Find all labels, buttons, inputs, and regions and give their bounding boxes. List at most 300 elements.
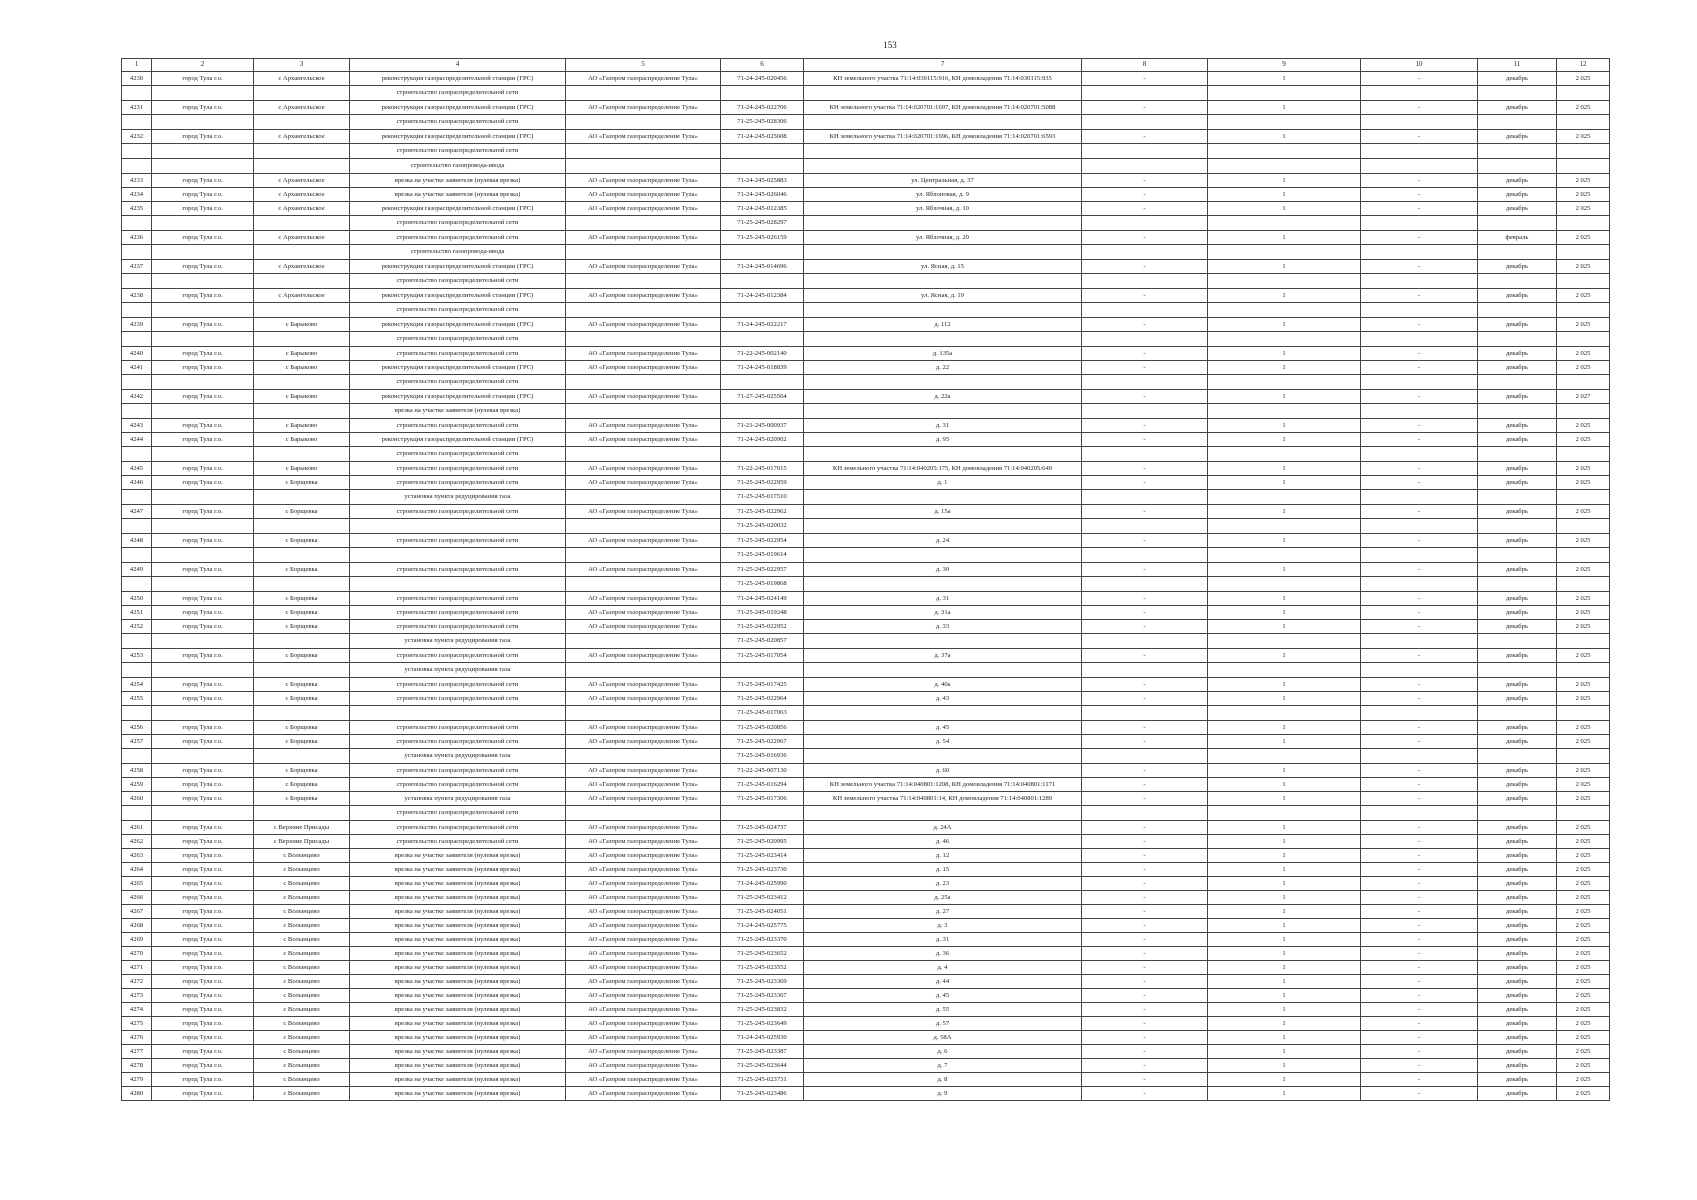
- table-cell-col7: ул. Яблоновая, д. 9: [804, 188, 1082, 202]
- table-cell-col12: [1557, 274, 1610, 289]
- table-cell-col7: ул. Центральная, д. 37: [804, 174, 1082, 188]
- table-cell-col1: 4248: [122, 534, 152, 548]
- table-row: [122, 835, 1610, 849]
- table-cell-col1: 4236: [122, 231, 152, 245]
- table-row: [122, 933, 1610, 947]
- table-cell-col2: город Тула г.о.: [152, 390, 254, 404]
- table-subrow: [122, 159, 1610, 174]
- table-cell-col10: -: [1361, 347, 1478, 361]
- table-cell-col4: реконструкция газораспределительной станции (ГРС): [350, 260, 566, 274]
- table-cell-col5: АО «Газпром газораспределение Тула»: [566, 947, 721, 961]
- table-cell-col12: 2 025: [1557, 620, 1610, 634]
- table-cell-col6: 71-25-245-026159: [721, 231, 804, 245]
- table-cell-col8: -: [1082, 1059, 1208, 1073]
- table-cell-col4: [350, 706, 566, 721]
- table-cell-col5: АО «Газпром газораспределение Тула»: [566, 231, 721, 245]
- table-cell-col7: д. 31: [804, 933, 1082, 947]
- table-cell-col12: 2 025: [1557, 534, 1610, 548]
- table-cell-col2: [152, 216, 254, 231]
- table-cell-col8: [1082, 86, 1208, 101]
- table-cell-col1: 4242: [122, 390, 152, 404]
- table-cell-col2: город Тула г.о.: [152, 692, 254, 706]
- table-subrow: [122, 706, 1610, 721]
- table-cell-col6: 71-24-245-018839: [721, 361, 804, 375]
- table-cell-col10: -: [1361, 231, 1478, 245]
- table-cell-col12: [1557, 159, 1610, 174]
- table-cell-col1: 4279: [122, 1073, 152, 1087]
- table-cell-col10: -: [1361, 849, 1478, 863]
- table-cell-col6: 71-25-245-019614: [721, 548, 804, 563]
- table-cell-col5: [566, 375, 721, 390]
- table-cell-col4: строительство газораспределительной сети: [350, 692, 566, 706]
- table-cell-col10: -: [1361, 534, 1478, 548]
- table-row: [122, 534, 1610, 548]
- table-cell-col1: [122, 706, 152, 721]
- table-cell-col3: [254, 332, 350, 347]
- table-cell-col4: строительство газораспределительной сети: [350, 563, 566, 577]
- table-row: [122, 174, 1610, 188]
- table-cell-col4: строительство газораспределительной сети: [350, 678, 566, 692]
- table-cell-col1: 4270: [122, 947, 152, 961]
- table-cell-col9: [1208, 806, 1361, 821]
- table-cell-col5: АО «Газпром газораспределение Тула»: [566, 835, 721, 849]
- table-cell-col4: врезка на участке заявителя (нулевая врезка): [350, 919, 566, 933]
- table-cell-col11: декабрь: [1478, 1045, 1557, 1059]
- table-cell-col7: [804, 274, 1082, 289]
- table-cell-col2: город Тула г.о.: [152, 231, 254, 245]
- table-cell-col4: врезка на участке заявителя (нулевая врезка): [350, 1017, 566, 1031]
- table-cell-col9: 1: [1208, 919, 1361, 933]
- table-cell-col9: [1208, 404, 1361, 419]
- table-row: [122, 649, 1610, 663]
- table-cell-col4: врезка на участке заявителя (нулевая врезка): [350, 1003, 566, 1017]
- table-cell-col3: с Борщевка: [254, 476, 350, 490]
- table-cell-col6: 71-25-245-028297: [721, 216, 804, 231]
- table-cell-col6: [721, 159, 804, 174]
- table-cell-col7: [804, 806, 1082, 821]
- table-cell-col8: [1082, 447, 1208, 462]
- table-cell-col11: декабрь: [1478, 1003, 1557, 1017]
- table-cell-col7: [804, 144, 1082, 159]
- table-cell-col3: с Борщевка: [254, 735, 350, 749]
- table-cell-col11: декабрь: [1478, 649, 1557, 663]
- table-subrow: [122, 577, 1610, 592]
- table-cell-col3: с Барыково: [254, 347, 350, 361]
- table-cell-col6: 71-25-245-022954: [721, 534, 804, 548]
- table-cell-col1: [122, 144, 152, 159]
- table-cell-col2: город Тула г.о.: [152, 505, 254, 519]
- table-cell-col11: декабрь: [1478, 188, 1557, 202]
- table-cell-col12: [1557, 663, 1610, 678]
- table-cell-col5: АО «Газпром газораспределение Тула»: [566, 202, 721, 216]
- table-cell-col12: [1557, 634, 1610, 649]
- table-row: [122, 433, 1610, 447]
- table-cell-col8: -: [1082, 721, 1208, 735]
- table-subrow: [122, 548, 1610, 563]
- table-cell-col10: -: [1361, 919, 1478, 933]
- table-cell-col4: строительство газораспределительной сети: [350, 649, 566, 663]
- table-cell-col7: [804, 490, 1082, 505]
- table-cell-col9: 1: [1208, 476, 1361, 490]
- table-cell-col12: 2 025: [1557, 778, 1610, 792]
- table-cell-col7: д. 9: [804, 1087, 1082, 1101]
- table-cell-col9: 1: [1208, 933, 1361, 947]
- table-cell-col12: 2 025: [1557, 72, 1610, 86]
- table-cell-col5: АО «Газпром газораспределение Тула»: [566, 592, 721, 606]
- table-cell-col8: [1082, 706, 1208, 721]
- table-row: [122, 778, 1610, 792]
- table-cell-col7: д. 23: [804, 877, 1082, 891]
- table-cell-col7: д. 40а: [804, 678, 1082, 692]
- table-cell-col6: 71-24-245-012385: [721, 202, 804, 216]
- table-cell-col12: 2 025: [1557, 231, 1610, 245]
- table-cell-col7: д. 31: [804, 592, 1082, 606]
- table-cell-col8: -: [1082, 505, 1208, 519]
- page-number: 153: [883, 40, 897, 50]
- table-cell-col6: 71-25-245-023730: [721, 863, 804, 877]
- table-cell-col9: [1208, 634, 1361, 649]
- table-cell-col8: [1082, 519, 1208, 534]
- table-cell-col10: -: [1361, 764, 1478, 778]
- table-cell-col5: [566, 404, 721, 419]
- table-cell-col2: [152, 274, 254, 289]
- table-cell-col10: -: [1361, 592, 1478, 606]
- table-cell-col10: -: [1361, 390, 1478, 404]
- table-cell-col6: 71-25-245-023731: [721, 1073, 804, 1087]
- table-cell-col10: [1361, 634, 1478, 649]
- table-cell-col7: ул. Ясная, д. 19: [804, 289, 1082, 303]
- table-cell-col2: город Тула г.о.: [152, 361, 254, 375]
- table-cell-col2: [152, 159, 254, 174]
- table-cell-col10: [1361, 806, 1478, 821]
- table-cell-col3: [254, 634, 350, 649]
- table-cell-col12: 2 025: [1557, 101, 1610, 115]
- table-cell-col9: 1: [1208, 606, 1361, 620]
- table-cell-col3: с Барыково: [254, 433, 350, 447]
- table-cell-col6: 71-25-245-022952: [721, 620, 804, 634]
- table-cell-col8: [1082, 144, 1208, 159]
- table-cell-col9: [1208, 216, 1361, 231]
- table-cell-col4: врезка на участке заявителя (нулевая врезка): [350, 905, 566, 919]
- table-cell-col5: АО «Газпром газораспределение Тула»: [566, 989, 721, 1003]
- table-subrow: [122, 86, 1610, 101]
- table-cell-col2: [152, 303, 254, 318]
- table-cell-col5: АО «Газпром газораспределение Тула»: [566, 735, 721, 749]
- table-cell-col6: 71-25-245-016294: [721, 778, 804, 792]
- table-cell-col7: [804, 303, 1082, 318]
- table-cell-col4: врезка на участке заявителя (нулевая врезка): [350, 877, 566, 891]
- column-header-2: 2: [152, 59, 254, 72]
- table-cell-col4: врезка на участке заявителя (нулевая врезка): [350, 174, 566, 188]
- table-cell-col6: 71-24-245-025883: [721, 174, 804, 188]
- table-cell-col6: 71-25-245-023832: [721, 1003, 804, 1017]
- table-cell-col8: -: [1082, 678, 1208, 692]
- table-cell-col11: декабрь: [1478, 592, 1557, 606]
- table-row: [122, 260, 1610, 274]
- column-header-5: 5: [566, 59, 721, 72]
- table-cell-col5: [566, 274, 721, 289]
- table-cell-col1: 4243: [122, 419, 152, 433]
- table-cell-col3: с Волынцево: [254, 849, 350, 863]
- table-cell-col2: город Тула г.о.: [152, 72, 254, 86]
- table-cell-col12: 2 025: [1557, 721, 1610, 735]
- table-cell-col7: д. 27: [804, 905, 1082, 919]
- table-cell-col4: строительство газораспределительной сети: [350, 778, 566, 792]
- table-cell-col10: -: [1361, 361, 1478, 375]
- table-cell-col1: 4274: [122, 1003, 152, 1017]
- table-cell-col7: д. 45: [804, 989, 1082, 1003]
- table-cell-col10: -: [1361, 462, 1478, 476]
- table-cell-col11: [1478, 806, 1557, 821]
- table-cell-col10: [1361, 332, 1478, 347]
- table-cell-col4: врезка на участке заявителя (нулевая врезка): [350, 989, 566, 1003]
- table-cell-col12: 2 025: [1557, 505, 1610, 519]
- table-cell-col8: -: [1082, 792, 1208, 806]
- table-cell-col6: 71-25-245-019868: [721, 577, 804, 592]
- table-cell-col12: 2 025: [1557, 563, 1610, 577]
- table-cell-col8: -: [1082, 1003, 1208, 1017]
- table-row: [122, 130, 1610, 144]
- table-cell-col1: 4277: [122, 1045, 152, 1059]
- table-cell-col4: врезка на участке заявителя (нулевая врезка): [350, 1087, 566, 1101]
- table-row: [122, 792, 1610, 806]
- table-cell-col8: [1082, 548, 1208, 563]
- table-cell-col9: [1208, 577, 1361, 592]
- table-cell-col3: [254, 144, 350, 159]
- table-subrow: [122, 332, 1610, 347]
- table-cell-col7: д. 8: [804, 1073, 1082, 1087]
- table-cell-col10: -: [1361, 947, 1478, 961]
- table-cell-col12: 2 025: [1557, 692, 1610, 706]
- table-cell-col10: -: [1361, 419, 1478, 433]
- table-cell-col1: 4267: [122, 905, 152, 919]
- table-cell-col12: 2 025: [1557, 130, 1610, 144]
- table-cell-col4: строительство газораспределительной сети: [350, 534, 566, 548]
- table-cell-col2: город Тула г.о.: [152, 1017, 254, 1031]
- table-cell-col10: [1361, 706, 1478, 721]
- table-cell-col1: 4240: [122, 347, 152, 361]
- table-cell-col8: -: [1082, 735, 1208, 749]
- table-cell-col6: [721, 806, 804, 821]
- table-cell-col12: 2 025: [1557, 433, 1610, 447]
- table-cell-col5: АО «Газпром газораспределение Тула»: [566, 919, 721, 933]
- table-cell-col3: с Верхние Присады: [254, 821, 350, 835]
- table-cell-col10: -: [1361, 433, 1478, 447]
- table-cell-col11: декабрь: [1478, 1087, 1557, 1101]
- table-cell-col3: с Борщевка: [254, 764, 350, 778]
- table-cell-col9: [1208, 663, 1361, 678]
- table-cell-col10: [1361, 86, 1478, 101]
- table-cell-col3: с Борщевка: [254, 692, 350, 706]
- table-cell-col2: город Тула г.о.: [152, 975, 254, 989]
- table-cell-col10: -: [1361, 721, 1478, 735]
- table-cell-col1: 4234: [122, 188, 152, 202]
- table-cell-col6: 71-25-245-022957: [721, 563, 804, 577]
- table-cell-col1: 4276: [122, 1031, 152, 1045]
- table-cell-col12: 2 025: [1557, 989, 1610, 1003]
- table-cell-col10: -: [1361, 975, 1478, 989]
- table-cell-col12: 2 025: [1557, 361, 1610, 375]
- table-cell-col9: [1208, 749, 1361, 764]
- table-cell-col11: декабрь: [1478, 260, 1557, 274]
- table-cell-col10: [1361, 577, 1478, 592]
- table-cell-col8: -: [1082, 778, 1208, 792]
- table-cell-col10: -: [1361, 1059, 1478, 1073]
- table-cell-col5: АО «Газпром газораспределение Тула»: [566, 188, 721, 202]
- table-cell-col4: [350, 519, 566, 534]
- table-cell-col9: 1: [1208, 505, 1361, 519]
- table-cell-col12: [1557, 490, 1610, 505]
- table-cell-col1: [122, 115, 152, 130]
- table-cell-col1: [122, 490, 152, 505]
- table-cell-col5: [566, 634, 721, 649]
- table-cell-col6: 71-25-245-023649: [721, 1017, 804, 1031]
- table-cell-col3: с Волынцево: [254, 1045, 350, 1059]
- table-row: [122, 72, 1610, 86]
- table-cell-col8: -: [1082, 821, 1208, 835]
- table-cell-col5: АО «Газпром газораспределение Тула»: [566, 678, 721, 692]
- table-cell-col3: с Волынцево: [254, 863, 350, 877]
- table-subrow: [122, 749, 1610, 764]
- table-cell-col12: 2 025: [1557, 289, 1610, 303]
- table-cell-col12: 2 025: [1557, 863, 1610, 877]
- table-cell-col5: [566, 806, 721, 821]
- table-cell-col11: декабрь: [1478, 505, 1557, 519]
- table-cell-col7: д. 60: [804, 764, 1082, 778]
- table-cell-col11: декабрь: [1478, 933, 1557, 947]
- table-cell-col4: строительство газораспределительной сети: [350, 375, 566, 390]
- table-cell-col2: [152, 634, 254, 649]
- table-cell-col10: -: [1361, 877, 1478, 891]
- table-cell-col2: город Тула г.о.: [152, 1003, 254, 1017]
- table-cell-col2: город Тула г.о.: [152, 592, 254, 606]
- table-cell-col8: -: [1082, 231, 1208, 245]
- table-cell-col8: [1082, 274, 1208, 289]
- table-row: [122, 202, 1610, 216]
- table-cell-col12: [1557, 303, 1610, 318]
- table-cell-col6: 71-27-245-025564: [721, 390, 804, 404]
- table-cell-col1: 4239: [122, 318, 152, 332]
- table-cell-col12: [1557, 577, 1610, 592]
- table-cell-col8: -: [1082, 863, 1208, 877]
- table-cell-col11: декабрь: [1478, 1031, 1557, 1045]
- table-cell-col12: 2 025: [1557, 849, 1610, 863]
- column-header-1: 1: [122, 59, 152, 72]
- table-cell-col5: АО «Газпром газораспределение Тула»: [566, 933, 721, 947]
- table-cell-col2: город Тула г.о.: [152, 891, 254, 905]
- table-cell-col7: д. 58А: [804, 1031, 1082, 1045]
- table-cell-col4: строительство газораспределительной сети: [350, 274, 566, 289]
- table-cell-col9: [1208, 303, 1361, 318]
- table-cell-col9: 1: [1208, 1003, 1361, 1017]
- table-cell-col7: [804, 216, 1082, 231]
- table-cell-col10: -: [1361, 961, 1478, 975]
- table-cell-col3: с Борщевка: [254, 721, 350, 735]
- table-cell-col10: -: [1361, 174, 1478, 188]
- table-cell-col4: врезка на участке заявителя (нулевая врезка): [350, 1045, 566, 1059]
- column-header-9: 9: [1208, 59, 1361, 72]
- table-cell-col3: с Барыково: [254, 390, 350, 404]
- table-cell-col5: АО «Газпром газораспределение Тула»: [566, 606, 721, 620]
- table-cell-col8: -: [1082, 462, 1208, 476]
- table-cell-col10: -: [1361, 620, 1478, 634]
- table-cell-col2: [152, 490, 254, 505]
- table-row: [122, 318, 1610, 332]
- table-cell-col9: 1: [1208, 72, 1361, 86]
- table-cell-col2: город Тула г.о.: [152, 649, 254, 663]
- table-row: [122, 821, 1610, 835]
- table-cell-col8: -: [1082, 1045, 1208, 1059]
- table-cell-col2: [152, 663, 254, 678]
- table-cell-col9: 1: [1208, 347, 1361, 361]
- table-cell-col3: с Борщевка: [254, 678, 350, 692]
- table-cell-col12: 2 025: [1557, 649, 1610, 663]
- table-cell-col6: 71-25-245-019248: [721, 606, 804, 620]
- table-cell-col4: строительство газораспределительной сети: [350, 462, 566, 476]
- table-cell-col8: -: [1082, 592, 1208, 606]
- table-cell-col12: 2 025: [1557, 1017, 1610, 1031]
- table-cell-col3: с Барыково: [254, 462, 350, 476]
- table-cell-col6: 71-24-245-022706: [721, 101, 804, 115]
- table-cell-col7: д. 24А: [804, 821, 1082, 835]
- table-cell-col11: декабрь: [1478, 534, 1557, 548]
- table-cell-col2: [152, 519, 254, 534]
- table-cell-col10: [1361, 159, 1478, 174]
- table-cell-col9: [1208, 447, 1361, 462]
- table-cell-col5: [566, 115, 721, 130]
- table-cell-col1: [122, 447, 152, 462]
- table-cell-col3: [254, 404, 350, 419]
- table-row: [122, 347, 1610, 361]
- table-cell-col11: декабрь: [1478, 891, 1557, 905]
- table-cell-col5: АО «Газпром газораспределение Тула»: [566, 347, 721, 361]
- table-subrow: [122, 663, 1610, 678]
- table-cell-col11: декабрь: [1478, 476, 1557, 490]
- table-cell-col7: д. 4: [804, 961, 1082, 975]
- table-cell-col5: АО «Газпром газораспределение Тула»: [566, 778, 721, 792]
- table-cell-col12: 2 025: [1557, 592, 1610, 606]
- table-cell-col11: февраль: [1478, 231, 1557, 245]
- table-cell-col4: строительство газораспределительной сети: [350, 764, 566, 778]
- table-cell-col6: 71-25-245-022962: [721, 505, 804, 519]
- table-cell-col6: 71-25-245-017054: [721, 649, 804, 663]
- table-cell-col8: [1082, 663, 1208, 678]
- table-cell-col12: 2 025: [1557, 476, 1610, 490]
- table-cell-col7: д. 6: [804, 1045, 1082, 1059]
- table-cell-col6: 71-22-245-002140: [721, 347, 804, 361]
- table-cell-col6: 71-24-245-014696: [721, 260, 804, 274]
- table-cell-col9: 1: [1208, 534, 1361, 548]
- table-cell-col7: КН земельного участка 71:14:040205:175, КН домовладения 71:14:040205:649: [804, 462, 1082, 476]
- table-cell-col6: 71-25-245-028306: [721, 115, 804, 130]
- table-cell-col7: д. 33: [804, 620, 1082, 634]
- table-cell-col10: -: [1361, 735, 1478, 749]
- table-cell-col3: [254, 86, 350, 101]
- table-cell-col5: [566, 144, 721, 159]
- table-cell-col2: [152, 706, 254, 721]
- table-cell-col7: КН земельного участка 71:14:030115:916, КН домовладения 71:14:030115:935: [804, 72, 1082, 86]
- table-cell-col9: 1: [1208, 318, 1361, 332]
- table-cell-col11: декабрь: [1478, 361, 1557, 375]
- table-cell-col8: -: [1082, 649, 1208, 663]
- table-cell-col4: врезка на участке заявителя (нулевая врезка): [350, 849, 566, 863]
- table-cell-col10: -: [1361, 649, 1478, 663]
- table-cell-col1: [122, 749, 152, 764]
- table-cell-col1: 4237: [122, 260, 152, 274]
- table-cell-col1: [122, 548, 152, 563]
- table-cell-col5: АО «Газпром газораспределение Тула»: [566, 534, 721, 548]
- table-cell-col3: с Архангельское: [254, 188, 350, 202]
